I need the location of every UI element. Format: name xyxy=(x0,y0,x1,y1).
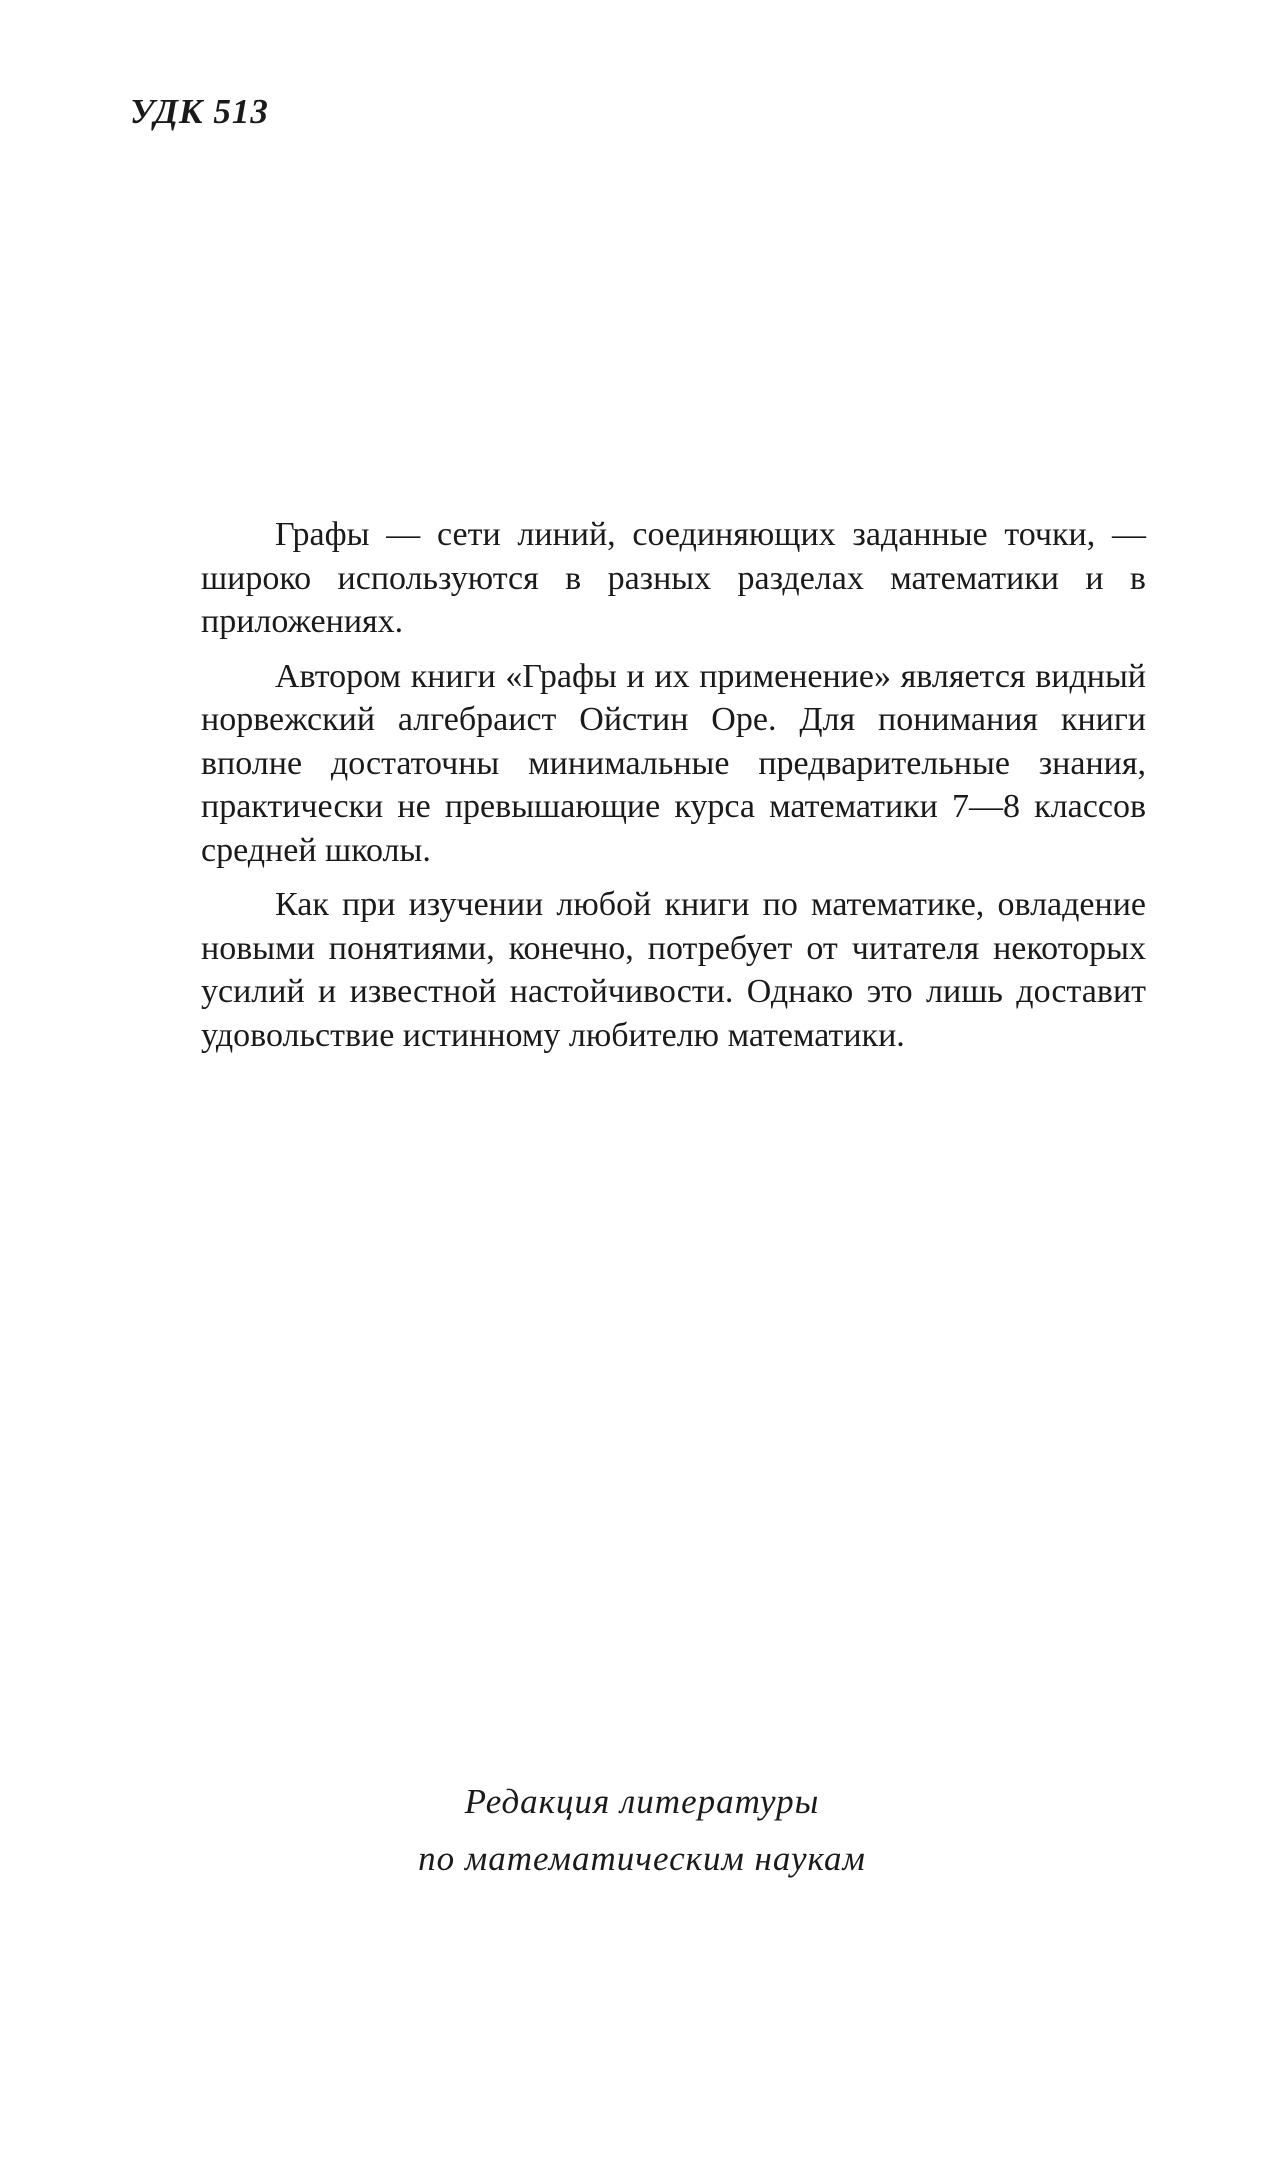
annotation-paragraph-2: Автором книги «Графы и их применение» является видный норвежский алгебраист Ойстин Оре. Для понимания книги вполне достаточны минимальные предварительные знания, практически не превышающие курса математики 7—8 классов средней школы. xyxy=(201,657,1146,869)
udc-code: УДК 513 xyxy=(130,92,269,131)
editorial-imprint xyxy=(0,1773,1284,1887)
imprint-line-2: по математическим наукам xyxy=(418,1839,866,1878)
annotation-paragraph-3: Как при изучении любой книги по математике, овладение новыми понятиями, конечно, потребует от читателя некоторых усилий и известной настойчивости. Однако это лишь доставит удовольствие истинному любителю математики. xyxy=(201,886,1146,1054)
imprint-line-1: Редакция литературы xyxy=(464,1782,820,1821)
book-annotation xyxy=(201,513,1146,1057)
annotation-paragraph-1: Графы — сети линий, соединяющих заданные точки, — широко используются в разных разделах математики и в приложениях. xyxy=(201,516,1146,640)
